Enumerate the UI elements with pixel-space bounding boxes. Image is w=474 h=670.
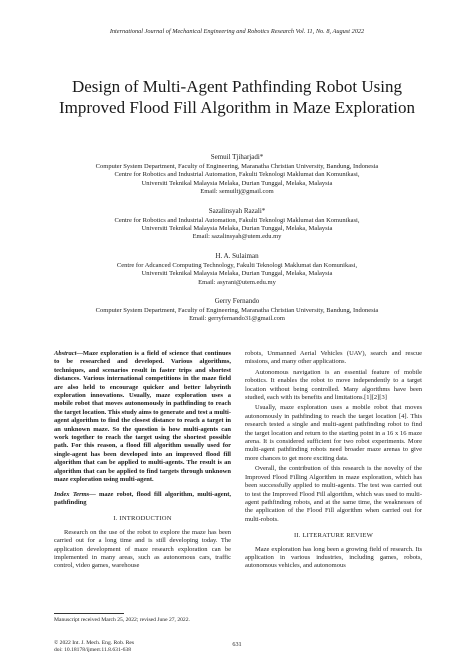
author-email: Email: gerryfernando31@gmail.com [189, 315, 285, 323]
affiliation-line: Centre for Adcanced Computing Technology, Fakulti Teknologi Maklumat dan Komunikasi, [116, 261, 358, 269]
abstract-text: —Maze exploration is a field of science that continues to be researched and developed. Various algorithms, techniques, and scenarios result in faster trips and shortest distances. Various international competitions in the maze field are also held to encourage quicker and better labyrinth exploration innovations. Usually, maze exploration uses a mobile robot that moves autonomously in pathfinding to reach the target location. This study aims to generate and test a multi-agent algorithm to find the closest distance to reach a target in an unknown maze. So the question is how multi-agents can work together to reach the target using the shortest possible path. For this reason, a flood fill algorithm usually used for single-agent has been developed into an improved flood fill algorithm that can be applied to multi-agents. The result is an algorithm that can be applied to find targets through unknown maze exploration using multi-agent. [54, 350, 231, 484]
index-terms [54, 491, 231, 508]
paper-title: Design of Multi-Agent Pathfinding Robot Using Improved Flood Fill Algorithm in Maze Exploration [58, 77, 416, 117]
body-paragraph: Usually, maze exploration uses a mobile robot that moves autonomously in pathfinding to reach the target location [4]. This research tested a single and multi-agent pathfinding robot to find the target location and return to the starting point in a 16 x 16 maze arena. It is considered sufficient for two robot experiments. More multi-agent pathfinding robots need broader maze arenas to give more chances to get more exciting data. [245, 404, 422, 462]
author-name: Sazalinsyah Razali* [208, 206, 266, 215]
page-number: 631 [232, 641, 242, 648]
author-list [30, 153, 444, 334]
section-heading-literature-review: II. LITERATURE REVIEW [293, 532, 374, 540]
doi-line: doi: 10.18178/ijmerr.11.8.631-638 [54, 647, 132, 653]
affiliation-line: Centre for Robotics and Industrial Automation, Fakulti Teknologi Maklumat dan Komunikasi, [114, 171, 360, 179]
author-name: H. A. Sulaiman [215, 251, 259, 260]
body-paragraph: robots, Unmanned Aerial Vehicles (UAV), search and rescue missions, and many other applications. [245, 350, 422, 366]
affiliation-line: Universiti Teknikal Malaysia Melaka, Durian Tunggal, Melaka, Malaysia [141, 179, 333, 187]
author-name: Gerry Fernando [214, 297, 260, 306]
index-terms-text: — maze robot, flood fill algorithm, multi-agent, pathfinding [54, 490, 231, 506]
abstract [54, 350, 231, 485]
author-email: Email: sazalinsyah@utem.edu.my [192, 233, 282, 241]
body-paragraph: Maze exploration has long been a growing field of research. Its application in various industries, including games, robots, autonomous vehicles, and autonomous [245, 545, 422, 570]
index-terms-lead: Index Terms [54, 490, 90, 498]
copyright-line: © 2022 Int. J. Mech. Eng. Rob. Res [54, 640, 135, 646]
affiliation-line: Universiti Teknikal Malaysia Melaka, Durian Tunggal, Melaka, Malaysia [141, 225, 333, 233]
body-paragraph: Research on the use of the robot to explore the maze has been carried out for a long time and is still developing today. The application development of maze research exploration can be implemented in many areas, such as autonomous cars, traffic control, video games, warehouse [54, 528, 231, 570]
author-email: Email: semuiltj@gmail.com [200, 188, 274, 196]
left-column [54, 350, 231, 573]
author-name: Semuil Tjiharjadi* [210, 153, 264, 161]
author-block [30, 252, 444, 287]
right-column [245, 350, 422, 573]
affiliation-line: Computer System Department, Faculty of Engineering, Maranatha Christian University, Bandung, Indonesia [95, 163, 379, 170]
manuscript-footnote: Manuscript received March 25, 2022; revised June 27, 2022. [54, 617, 190, 623]
section-heading-introduction: I. INTRODUCTION [113, 515, 172, 523]
author-block [30, 153, 444, 197]
affiliation-line: Centre for Robotics and Industrial Automation, Fakulti Teknologi Maklumat dan Komunikasi, [114, 216, 360, 224]
author-block [30, 207, 444, 242]
footnote-rule [54, 613, 124, 614]
journal-header: International Journal of Mechanical Engineering and Robotics Research Vol. 11, No. 8, August 2022 [109, 28, 365, 35]
body-paragraph: Overall, the contribution of this research is the novelty of the Improved Flood Filling Algorithm in maze exploration, which has been successfully applied to multi-agents. The test was carried out to test the Improved Flood Fill algorithm, which was used to multi-agent pathfinding robots, and at the same time, the weaknesses of the application of the Flood Fill algorithm when carried out for multi-robots. [245, 465, 422, 523]
author-block [30, 297, 444, 324]
body-paragraph: Autonomous navigation is an essential feature of mobile robotics. It enables the robot to move independently to a target location without being controlled. Many algorithms have been studied, each with its benefits and limitations.[1][2][3] [245, 368, 422, 402]
affiliation-line: Universiti Teknikal Malaysia Melaka, Durian Tunggal, Melaka, Malaysia [141, 270, 333, 278]
author-email: Email: asyrani@utem.edu.my [198, 278, 276, 286]
abstract-lead: Abstract [54, 350, 77, 357]
affiliation-line: Computer System Department, Faculty of Engineering, Maranatha Christian University, Bandung, Indonesia [95, 307, 379, 315]
